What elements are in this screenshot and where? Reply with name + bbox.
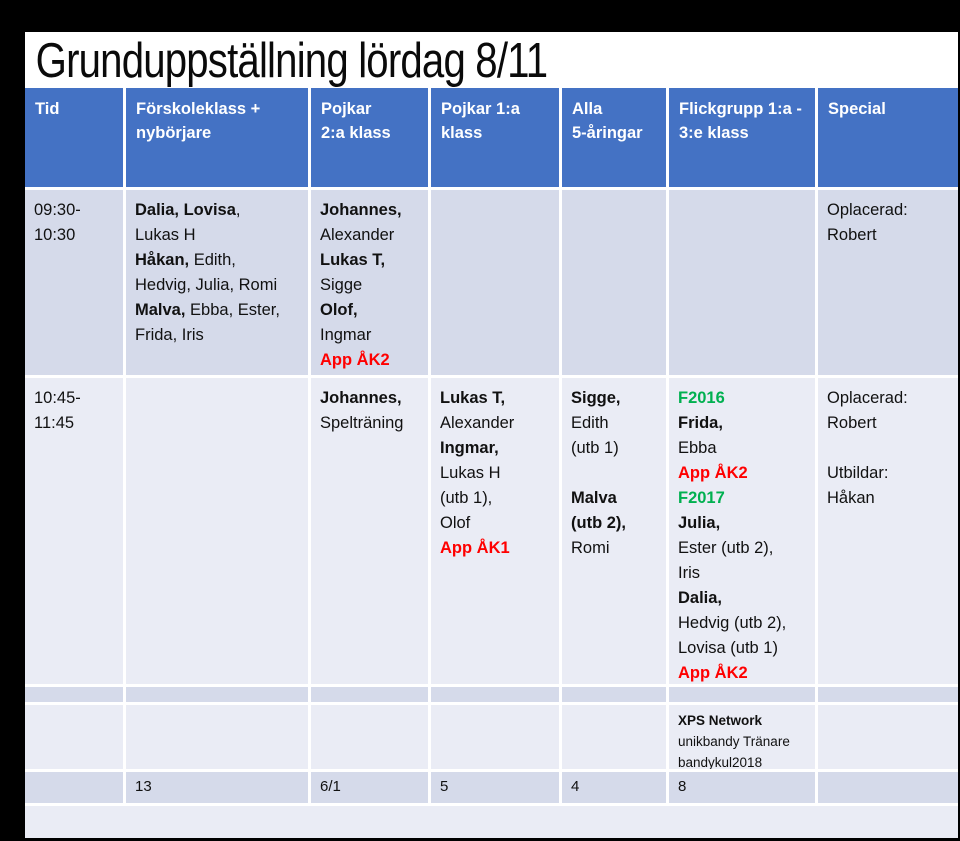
cell-line: [678, 486, 810, 511]
cell-line: [571, 777, 661, 797]
cell-text: Oplacerad:: [827, 201, 908, 219]
highlight-red-text: App ÅK2: [678, 664, 748, 682]
cell-text: unikbandy Tränare: [678, 734, 790, 749]
cell-text: Johannes,: [320, 389, 402, 407]
cell-text: Alexander: [440, 414, 515, 432]
row-0930-1030-cell-3: [431, 190, 559, 375]
column-header-1: [126, 88, 308, 187]
cell-line: [440, 461, 554, 486]
slide-title: Grunduppställning lördag 8/11: [35, 34, 548, 88]
cell-line: [827, 411, 953, 436]
cell-line: [135, 223, 303, 248]
row-xps-network-cell-2: [311, 705, 428, 769]
cell-text: XPS Network: [678, 713, 763, 728]
cell-line: [827, 386, 953, 411]
highlight-green-text: F2016: [678, 389, 725, 407]
row-1045-1145-cell-5: [669, 378, 815, 684]
cell-text: Edith,: [189, 251, 236, 269]
cell-text: Ingmar: [320, 326, 372, 344]
cell-line: [34, 411, 118, 436]
cell-text: Lovisa (utb 1): [678, 639, 778, 657]
cell-line: [678, 436, 810, 461]
row-xps-network-cell-6: [818, 705, 958, 769]
cell-line: [320, 273, 423, 298]
cell-text: Dalia,: [678, 589, 723, 607]
cell-line: [320, 248, 423, 273]
highlight-red-text: App ÅK2: [320, 351, 390, 369]
cell-line: [678, 586, 810, 611]
cell-line: [135, 248, 303, 273]
row-xps-network-cell-1: [126, 705, 308, 769]
cell-line: [440, 436, 554, 461]
cell-text: Frida, Iris: [135, 326, 204, 344]
header-line: 3:e klass: [679, 124, 749, 142]
row-spacer-thin-cell-2: [311, 687, 428, 702]
column-header-4: [562, 88, 666, 187]
cell-text: Sigge: [320, 276, 363, 294]
row-counts-cell-2: [311, 772, 428, 803]
cell-text: 5: [440, 778, 449, 795]
cell-text: 13: [135, 778, 152, 795]
row-0930-1030-cell-6: [818, 190, 958, 375]
row-1045-1145-cell-1: [126, 378, 308, 684]
cell-text: bandykul2018: [678, 755, 763, 769]
cell-text: Olof: [440, 514, 471, 532]
cell-line: [571, 411, 661, 436]
cell-line: [678, 636, 810, 661]
row-xps-network-cell-0: [25, 705, 123, 769]
header-line: Pojkar 1:a: [441, 100, 520, 118]
header-line: Tid: [35, 100, 60, 118]
column-header-6: [818, 88, 958, 187]
cell-text: Alexander: [320, 226, 395, 244]
cell-text: Romi: [571, 539, 610, 557]
row-1045-1145-cell-6: [818, 378, 958, 684]
cell-line: [320, 386, 423, 411]
header-line: Flickgrupp 1:a -: [679, 100, 802, 118]
row-xps-network-cell-5: [669, 705, 815, 769]
cell-line: [440, 486, 554, 511]
cell-line: [678, 536, 810, 561]
cell-line: [678, 611, 810, 636]
cell-text: Olof,: [320, 301, 358, 319]
cell-text: Hedvig (utb 2),: [678, 614, 787, 632]
cell-text: (utb 1): [571, 439, 619, 457]
cell-line: [440, 511, 554, 536]
cell-text: Lukas T,: [440, 389, 506, 407]
cell-text: Ingmar,: [440, 439, 499, 457]
header-line: Special: [828, 100, 886, 118]
column-header-5: [669, 88, 815, 187]
row-0930-1030-cell-4: [562, 190, 666, 375]
cell-line: [678, 386, 810, 411]
row-1045-1145-cell-4: [562, 378, 666, 684]
cell-line: [678, 561, 810, 586]
row-spacer-thin-cell-0: [25, 687, 123, 702]
header-line: 2:a klass: [321, 124, 391, 142]
cell-text: Ebba: [678, 439, 717, 457]
highlight-red-text: App ÅK1: [440, 539, 510, 557]
cell-line: [320, 298, 423, 323]
cell-text: Håkan,: [135, 251, 190, 269]
cell-text: Lukas H: [135, 226, 196, 244]
highlight-red-text: App ÅK2: [678, 464, 748, 482]
cell-line: [678, 461, 810, 486]
cell-text: Ester (utb 2),: [678, 539, 774, 557]
cell-line: [827, 198, 953, 223]
cell-line: [320, 777, 423, 797]
cell-text: Robert: [827, 414, 877, 432]
cell-line: [827, 223, 953, 248]
cell-text: Spelträning: [320, 414, 404, 432]
column-header-0: [25, 88, 123, 187]
cell-text: Robert: [827, 226, 877, 244]
cell-line: [571, 436, 661, 461]
row-0930-1030-cell-2: [311, 190, 428, 375]
cell-text: Sigge,: [571, 389, 621, 407]
cell-line: [678, 661, 810, 684]
cell-line: [320, 348, 423, 373]
cell-text: 11:45: [34, 414, 75, 432]
cell-line: [320, 411, 423, 436]
cell-text: Iris: [678, 564, 700, 582]
cell-line: [320, 198, 423, 223]
row-counts-cell-1: [126, 772, 308, 803]
row-bottom-empty-cell-0: [25, 806, 958, 838]
cell-text: Utbildar:: [827, 464, 889, 482]
cell-text: (utb 1),: [440, 489, 493, 507]
cell-line: [34, 223, 118, 248]
row-counts-cell-6: [818, 772, 958, 803]
cell-line: [135, 198, 303, 223]
cell-text: Malva,: [135, 301, 186, 319]
cell-text: 09:30-: [34, 201, 81, 219]
cell-line: [678, 752, 810, 769]
row-1045-1145-cell-2: [311, 378, 428, 684]
header-line: Alla: [572, 100, 603, 118]
cell-text: Julia,: [678, 514, 721, 532]
header-line: Förskoleklass +: [136, 100, 261, 118]
cell-text: Edith: [571, 414, 609, 432]
cell-line: [678, 511, 810, 536]
cell-text: ,: [235, 201, 241, 219]
cell-line: [827, 436, 953, 461]
cell-line: [571, 486, 661, 511]
cell-line: [135, 298, 303, 323]
slide-canvas: [25, 32, 958, 838]
cell-line: [678, 777, 810, 797]
header-line: 5-åringar: [572, 124, 643, 142]
cell-text: Oplacerad:: [827, 389, 908, 407]
cell-text: 10:30: [34, 226, 76, 244]
cell-text: 10:45-: [34, 389, 81, 407]
row-xps-network-cell-3: [431, 705, 559, 769]
header-line: nybörjare: [136, 124, 212, 142]
column-header-3: [431, 88, 559, 187]
cell-text: Håkan: [827, 489, 875, 507]
row-counts-cell-0: [25, 772, 123, 803]
cell-line: [571, 536, 661, 561]
header-line: klass: [441, 124, 483, 142]
row-0930-1030-cell-1: [126, 190, 308, 375]
header-line: Pojkar: [321, 100, 372, 118]
cell-line: [320, 223, 423, 248]
cell-line: [440, 411, 554, 436]
cell-text: Frida,: [678, 414, 723, 432]
cell-line: [571, 461, 661, 486]
cell-text: Dalia, Lovisa: [135, 201, 236, 219]
cell-text: 4: [571, 778, 580, 795]
schedule-table: [25, 88, 958, 838]
cell-line: [827, 486, 953, 511]
cell-text: Malva: [571, 489, 617, 507]
cell-line: [440, 777, 554, 797]
row-0930-1030-cell-0: [25, 190, 123, 375]
cell-line: [440, 536, 554, 561]
cell-line: [678, 731, 810, 752]
highlight-green-text: F2017: [678, 489, 725, 507]
row-counts-cell-4: [562, 772, 666, 803]
cell-line: [135, 777, 303, 797]
row-spacer-thin-cell-6: [818, 687, 958, 702]
row-spacer-thin-cell-5: [669, 687, 815, 702]
cell-line: [571, 386, 661, 411]
cell-line: [571, 511, 661, 536]
cell-line: [135, 323, 303, 348]
cell-line: [678, 411, 810, 436]
cell-line: [320, 323, 423, 348]
cell-line: [678, 710, 810, 731]
cell-text: Johannes,: [320, 201, 402, 219]
row-1045-1145-cell-0: [25, 378, 123, 684]
cell-text: Hedvig, Julia, Romi: [135, 276, 278, 294]
cell-text: Lukas T,: [320, 251, 386, 269]
cell-text: 8: [678, 778, 687, 795]
cell-line: [34, 198, 118, 223]
row-counts-cell-3: [431, 772, 559, 803]
cell-line: [135, 273, 303, 298]
row-spacer-thin-cell-3: [431, 687, 559, 702]
cell-text: Ebba, Ester,: [185, 301, 280, 319]
row-spacer-thin-cell-1: [126, 687, 308, 702]
cell-text: Lukas H: [440, 464, 501, 482]
row-1045-1145-cell-3: [431, 378, 559, 684]
cell-text: 6/1: [320, 778, 341, 795]
cell-line: [34, 386, 118, 411]
cell-line: [827, 461, 953, 486]
row-0930-1030-cell-5: [669, 190, 815, 375]
row-xps-network-cell-4: [562, 705, 666, 769]
cell-line: [440, 386, 554, 411]
column-header-2: [311, 88, 428, 187]
cell-text: (utb 2),: [571, 514, 626, 532]
row-counts-cell-5: [669, 772, 815, 803]
row-spacer-thin-cell-4: [562, 687, 666, 702]
